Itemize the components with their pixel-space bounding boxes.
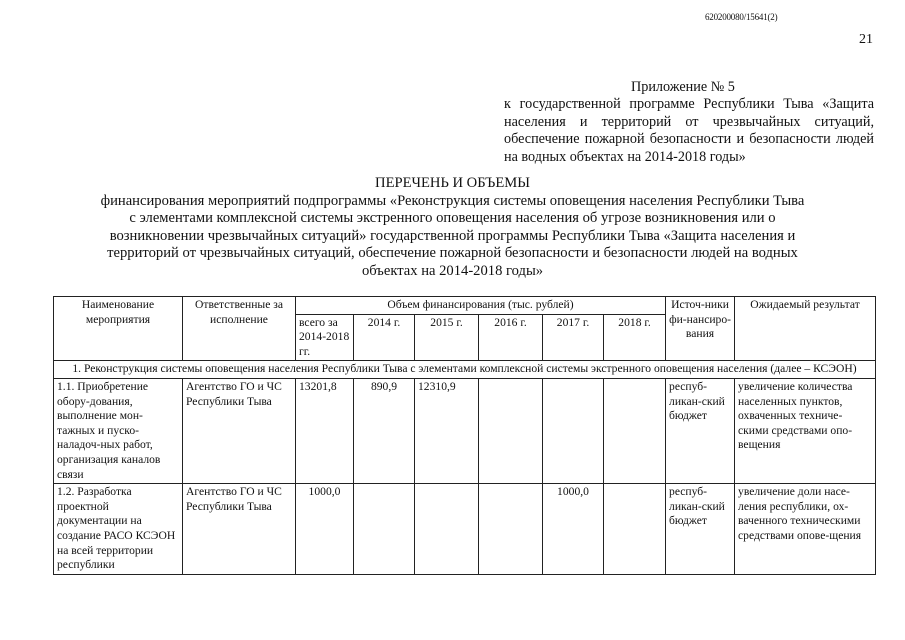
row-2018 xyxy=(604,378,666,483)
row-source: респуб-ликан-ский бюджет xyxy=(666,378,735,483)
row-result: увеличение количества населенных пунктов, охваченных техниче-скими средствами опо-вещения xyxy=(735,378,876,483)
table-row xyxy=(54,378,876,483)
header-row xyxy=(54,297,876,315)
document-id: 620200080/15641(2) xyxy=(705,12,778,22)
row-2015 xyxy=(415,484,479,575)
heading-title: ПЕРЕЧЕНЬ И ОБЪЕМЫ xyxy=(375,175,530,191)
row-2014: 890,9 xyxy=(354,378,415,483)
header-2014: 2014 г. xyxy=(354,314,415,361)
appendix-text: к государственной программе Республики Тыва «Защита населения и территорий от чрезвычайных ситуаций, обеспечение пожарной безопасности и безопасности людей на водных объектах на 2014-2018 годы» xyxy=(504,96,874,165)
row-total: 13201,8 xyxy=(296,378,354,483)
header-responsible: Ответственные за исполнение xyxy=(183,297,296,361)
section-row xyxy=(54,361,876,379)
row-2017 xyxy=(543,378,604,483)
section-title: 1. Реконструкция системы оповещения населения Республики Тыва с элементами комплексной системы экстренного оповещения населения (далее – КСЭОН) xyxy=(54,361,876,379)
header-2015: 2015 г. xyxy=(415,314,479,361)
appendix-block xyxy=(504,79,874,166)
row-2016 xyxy=(479,484,543,575)
header-funding: Объем финансирования (тыс. рублей) xyxy=(296,297,666,315)
header-name: Наименование мероприятия xyxy=(54,297,183,361)
row-2014 xyxy=(354,484,415,575)
header-total: всего за 2014-2018 гг. xyxy=(296,314,354,361)
row-responsible: Агентство ГО и ЧС Республики Тыва xyxy=(183,378,296,483)
header-2018: 2018 г. xyxy=(604,314,666,361)
header-2017: 2017 г. xyxy=(543,314,604,361)
document-heading xyxy=(100,175,805,281)
row-2016 xyxy=(479,378,543,483)
appendix-title: Приложение № 5 xyxy=(631,79,735,95)
header-2016: 2016 г. xyxy=(479,314,543,361)
row-2018 xyxy=(604,484,666,575)
page-number: 21 xyxy=(859,32,873,47)
heading-subtitle: финансирования мероприятий подпрограммы «Реконструкция системы оповещения населения Республики Тыва с элементами комплексной системы экстренного оповещения населения об угрозе возникновения или о возникновении чрезвычайных ситуаций» государственной программы Республики Тыва «Защита населения и территорий от чрезвычайных ситуаций, обеспечение пожарной безопасности и безопасности людей на водных объектах на 2014-2018 годы» xyxy=(100,192,805,279)
row-name: 1.2. Разработка проектной документации на создание РАСО КСЭОН на всей территории республики xyxy=(54,484,183,575)
row-2017: 1000,0 xyxy=(543,484,604,575)
financing-table xyxy=(53,296,876,575)
row-total: 1000,0 xyxy=(296,484,354,575)
header-source: Источ-ники фи-нансиро-вания xyxy=(666,297,735,361)
row-2015: 12310,9 xyxy=(415,378,479,483)
header-result: Ожидаемый результат xyxy=(735,297,876,361)
row-responsible: Агентство ГО и ЧС Республики Тыва xyxy=(183,484,296,575)
row-source: респуб-ликан-ский бюджет xyxy=(666,484,735,575)
table-row xyxy=(54,484,876,575)
row-name: 1.1. Приобретение обору-дования, выполнение мон-тажных и пуско-наладоч-ных работ, организация каналов связи xyxy=(54,378,183,483)
row-result: увеличение доли насе-ления республики, ох-ваченного техническими средствами оповe-щения xyxy=(735,484,876,575)
